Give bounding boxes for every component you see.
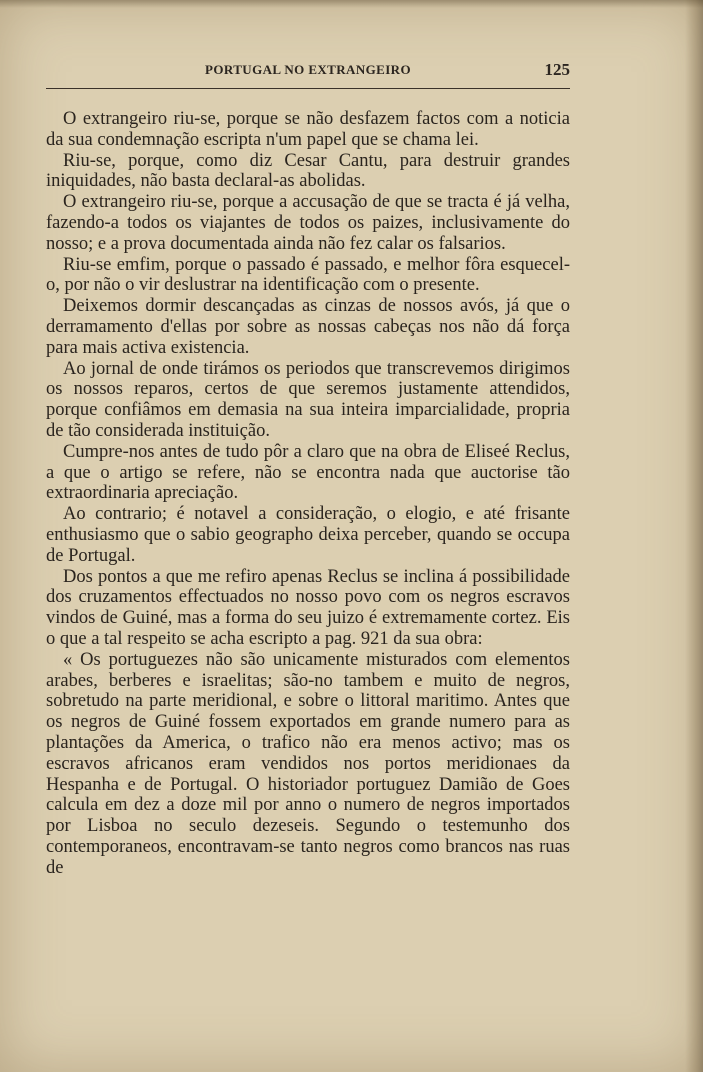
paragraph: O extrangeiro riu-se, porque a accusação de que se tracta é já velha, fazendo-a todos os viajantes de todos os paizes, inclusivamente do nosso; e a prova documentada ainda não fez calar os falsarios. [46,192,570,254]
running-head [46,60,570,84]
paragraph: Riu-se, porque, como diz Cesar Cantu, para destruir grandes iniquidades, não basta declaral-as abolidas. [46,150,570,192]
page-number: 125 [544,60,570,79]
page-top-edge-shadow [0,0,703,8]
paragraph: O extrangeiro riu-se, porque se não desfazem factos com a noticia da sua condemnação escripta n'um papel que se chama lei. [46,109,570,150]
header-rule [46,88,570,89]
paragraph: Cumpre-nos antes de tudo pôr a claro que na obra de Eliseé Reclus, a que o artigo se refere, não se encontra nada que auctorise tão extraordinaria apreciação. [46,441,570,504]
paragraph: Deixemos dormir descançadas as cinzas de nossos avós, já que o derramamento d'ellas por sobre as nossas cabeças nos não dá força para mais activa existencia. [46,296,570,358]
quoted-paragraph: « Os portuguezes não são unicamente misturados com elementos arabes, berberes e israelitas; são-no tambem e muito de negros, sobretudo na parte meridional, e sobre o littoral maritimo. Antes que os negros de Guiné fossem exportados em grande numero para as plantações da America, o trafico não era menos activo; mas os escravos africanos eram vendidos nos portos meridionaes da Hespanha e de Portugal. O historiador portuguez Damião de Goes calcula em dez a doze mil por anno o numero de negros importados por Lisboa no seculo dezeseis. Segundo o testemunho dos contemporaneos, encontravam-se tanto negros como brancos nas ruas de [46,649,570,878]
page-right-edge-shadow [685,0,703,1072]
paragraph: Ao contrario; é notavel a consideração, o elogio, e até frisante enthusiasmo que o sabio geographo deixa perceber, quando se occupa de Portugal. [46,504,570,566]
paragraph: Ao jornal de onde tirámos os periodos que transcrevemos dirigimos os nossos reparos, certos de que seremos justamente attendidos, porque confiâmos em demasia na sua inteira imparcialidade, propria de tão considerada instituição. [46,358,570,441]
body-text [46,109,570,878]
running-title: PORTUGAL NO EXTRANGEIRO [205,62,411,77]
paragraph: Riu-se emfim, porque o passado é passado, e melhor fôra esquecel-o, por não o vir deslustrar na identificação com o presente. [46,254,570,296]
paragraph: Dos pontos a que me refiro apenas Reclus se inclina á possibilidade dos cruzamentos effectuados no nosso povo com os negros escravos vindos de Guiné, mas a forma do seu juizo é extremamente cortez. Eis o que a tal respeito se acha escripto a pag. 921 da sua obra: [46,566,570,649]
